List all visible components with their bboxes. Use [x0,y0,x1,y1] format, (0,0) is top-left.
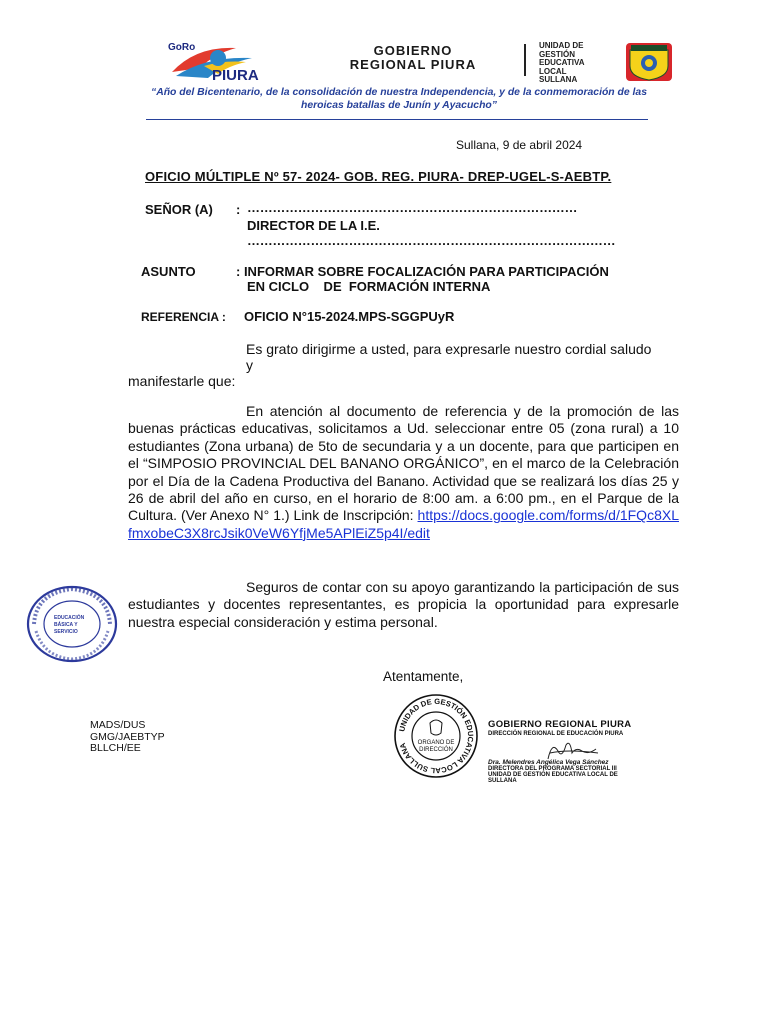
signature-gobierno: GOBIERNO REGIONAL PIURA [488,719,632,730]
gobierno-line1: GOBIERNO [373,43,453,58]
ugel-line: GESTIÓN [539,49,576,59]
signature-unit: UNIDAD DE GESTIÓN EDUCATIVA LOCAL DE SULLANA [488,772,618,784]
inscription-link[interactable]: https://docs.google.com/forms/d/1FQc8XLfmxobeC3X8rcJsik0VeW6YfjMe5APlEiZ5p4I/edit [128,507,679,541]
svg-text:GoRo: GoRo [168,42,196,53]
initials-line: GMG/JAEBTYP [90,730,165,743]
senor-dots: …………………………………………………………………… [247,200,578,215]
paragraph-main-text: En atención al documento de referencia y de la promoción de las buenas prácticas educativas, solicitamos a Ud. seleccionar entre 05 (zona rural) a 10 estudiantes (Zona urbana) de 5to de secundaria y a un docente, para que participen en el “SIMPOSIO PROVINCIAL DEL BANANO ORGÁNICO”, en el marco de la Celebración por el Día de la Cadena Productiva del Banano. Actividad que se realizará los días 25 y 26 de abril del año en curso, en el horario de 8:00 am. a 6:00 pm., en el Parque de la Cultura. (Ver Anexo N° 1.) Link de Inscripción: [128,403,679,524]
asunto-label: ASUNTO [141,264,196,279]
atentamente: Atentamente, [383,669,464,684]
paragraph-closing [128,579,679,631]
goro-piura-logo [166,38,284,82]
svg-text:ORGANO DE: ORGANO DE [417,740,455,746]
asunto-line2: EN CICLO DE FORMACIÓN INTERNA [247,279,491,294]
ugel-line: EDUCATIVA [539,58,585,68]
initials-line: BLLCH/EE [90,742,141,754]
signature-role: DIRECTORA DEL PROGRAMA SECTORIAL III [488,766,617,772]
document-date: Sullana, 9 de abril 2024 [456,138,583,152]
svg-text:BÁSICA Y: BÁSICA Y [54,622,78,628]
ugel-line: LOCAL [539,66,567,76]
svg-text:DIRECCIÓN: DIRECCIÓN [419,747,453,753]
oficio-number: OFICIO MÚLTIPLE Nº 57- 2024- GOB. REG. PIURA- DREP-UGEL-S-AEBTP. [145,169,612,184]
ugel-line: SULLANA [539,75,578,85]
senor-colon: : [236,202,241,217]
ugel-round-seal [393,693,479,779]
paragraph-main [128,403,679,542]
director-line: DIRECTOR DE LA I.E. [247,218,380,233]
senor-label: SEÑOR (A) [145,202,213,217]
left-institution-seal [24,583,120,665]
p1-line2: y [246,357,253,373]
svg-text:SERVICIO: SERVICIO [54,629,78,635]
ugel-name [539,42,584,85]
ugel-line: UNIDAD DE [539,41,584,50]
header-rule [146,119,648,120]
svg-text:UNIDAD DE GESTIÓN EDUCATIVA LO: UNIDAD DE GESTIÓN EDUCATIVA LOCAL SULLANA [397,696,476,776]
header-divider [524,44,526,76]
paragraph-closing-text: Seguros de contar con su apoyo garantizando la participación de sus estudiantes y docentes representantes, es propicia la oportunidad para expresarle nuestra especial consideración y estima personal. [128,579,679,630]
referencia-label: REFERENCIA : [141,310,226,324]
signature-direccion: DIRECCIÓN REGIONAL DE EDUCACIÓN PIURA [488,731,624,737]
initials-line: MADS/DUS [90,719,146,731]
initials-block [90,720,165,755]
referencia-value: OFICIO N°15-2024.MPS-SGGPUyR [244,309,455,324]
motto-of-the-year: “Año del Bicentenario, de la consolidación de nuestra Independencia, y de la conmemoración de las heroicas batallas de Junín y Ayacucho” [151,87,647,111]
svg-text:PIURA: PIURA [212,67,259,82]
ugel-sullana-badge [625,42,673,82]
signature-name: Dra. Melendres Angélica Vega Sánchez [488,759,609,766]
svg-text:EDUCACIÓN: EDUCACIÓN [54,615,85,621]
p1-line1: Es grato dirigirme a usted, para expresarle nuestro cordial saludo [246,341,652,357]
director-dots: …………………………………………………………………………… [247,233,616,248]
gobierno-regional-title [318,44,508,72]
gobierno-line2: REGIONAL PIURA [349,57,477,72]
p1-line3: manifestarle que: [128,373,236,389]
signature-block [488,719,638,784]
asunto-line1: : INFORMAR SOBRE FOCALIZACIÓN PARA PARTICIPACIÓN [236,264,609,279]
